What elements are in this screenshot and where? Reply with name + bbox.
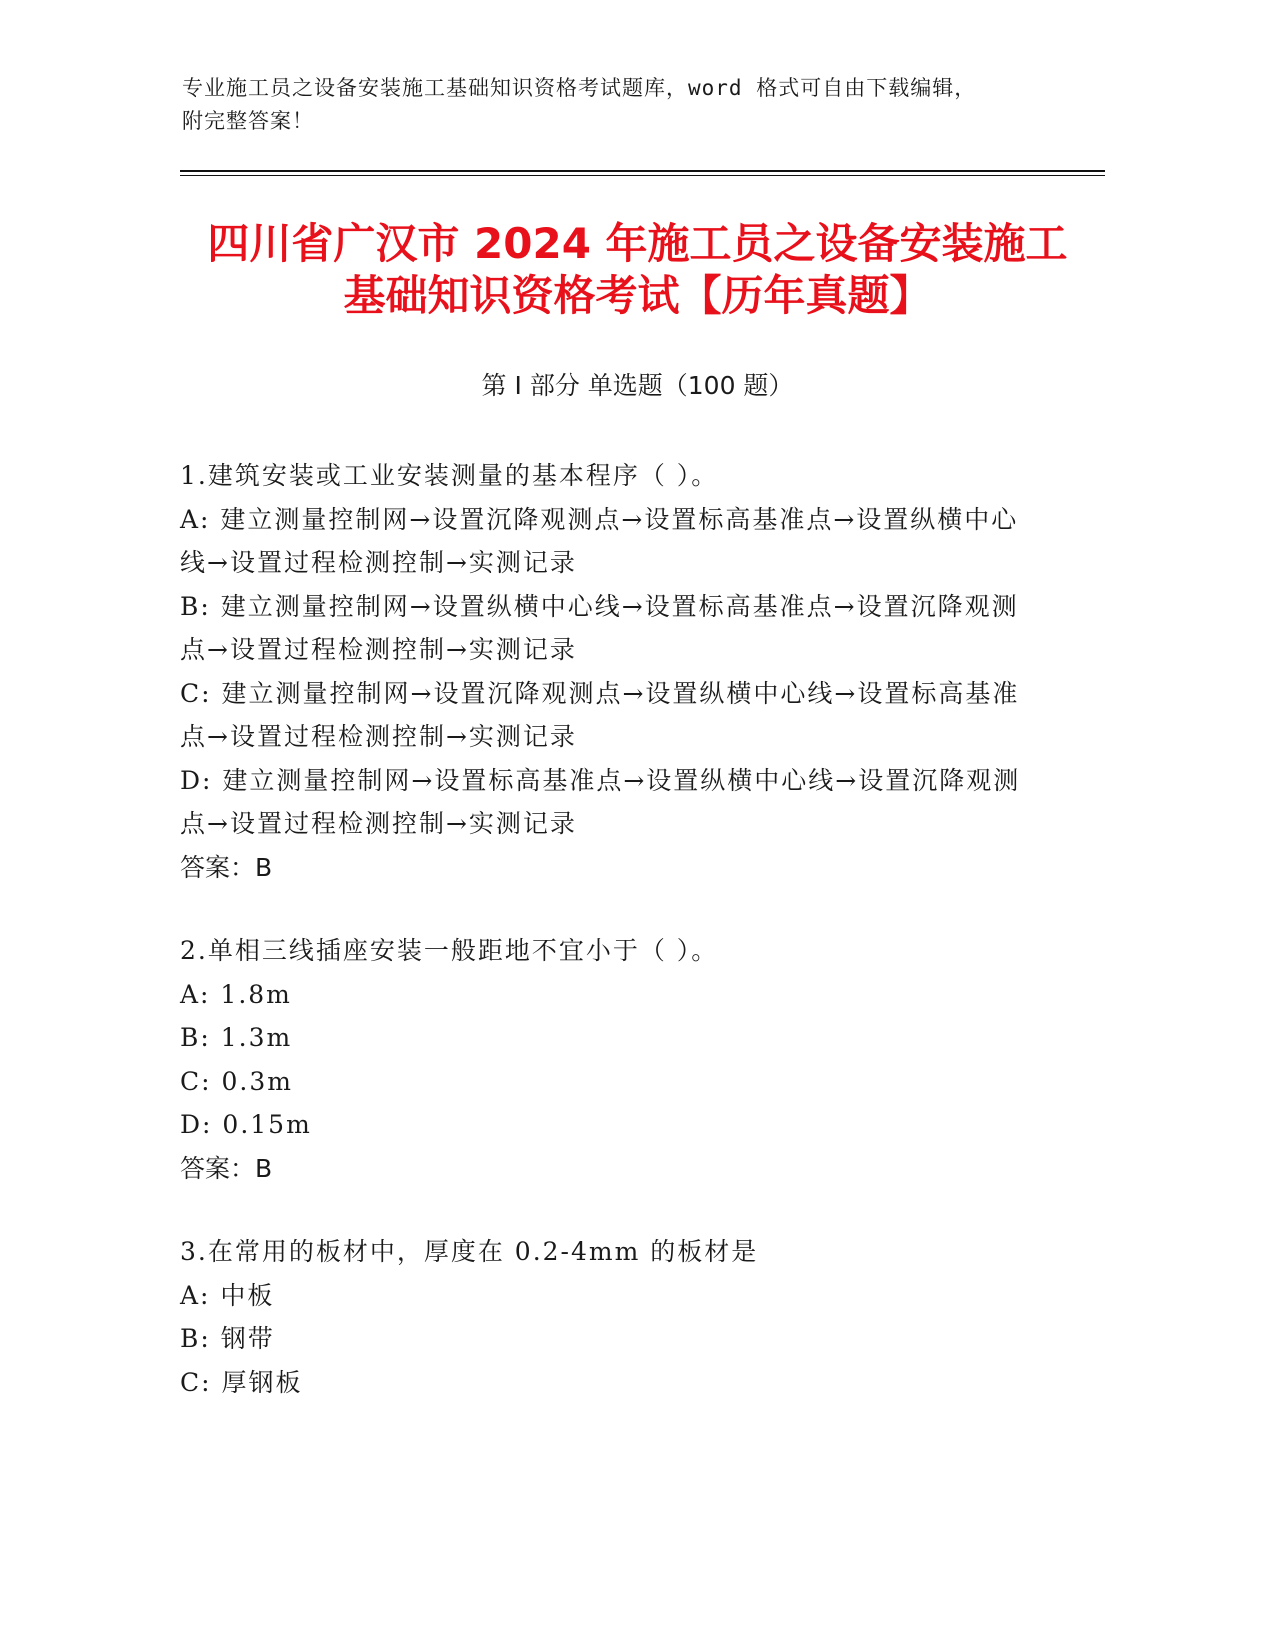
section-title: 第 I 部分 单选题（100 题）: [481, 371, 794, 400]
document-title-line-1: 四川省广汉市 2024 年施工员之设备安装施工: [207, 219, 1068, 268]
question-1: [180, 454, 1030, 889]
option-d: D: 0.15m: [180, 1110, 312, 1139]
option-c: C: 0.3m: [180, 1066, 293, 1096]
option-a: A: 中板: [180, 1280, 275, 1310]
document-title: [150, 218, 1125, 322]
question-stem: 2.单相三线插座安装一般距地不宜小于（ ）。: [180, 936, 719, 965]
question-stem: 1.建筑安装或工业安装测量的基本程序（ ）。: [180, 461, 719, 490]
option-a: A: 1.8m: [180, 979, 292, 1009]
header-note: [182, 72, 1062, 138]
option-b: B: 建立测量控制网→设置纵横中心线→设置标高基准点→设置沉降观测点→设置过程检测控制→实测记录: [180, 591, 1019, 664]
header-note-line-2: 附完整答案！: [182, 109, 314, 133]
option-c: C: 建立测量控制网→设置沉降观测点→设置纵横中心线→设置标高基准点→设置过程检测控制→实测记录: [180, 678, 1020, 751]
question-list: [180, 454, 1030, 1444]
header-rule-thick: [180, 170, 1105, 172]
document-title-line-2: 基础知识资格考试【历年真题】: [343, 271, 932, 320]
option-a: A: 建立测量控制网→设置沉降观测点→设置标高基准点→设置纵横中心线→设置过程检测控制→实测记录: [180, 504, 1019, 577]
answer: 答案：B: [180, 852, 273, 882]
header-rule-thin: [180, 175, 1105, 176]
option-b: B: 1.3m: [180, 1023, 293, 1052]
option-c: C: 厚钢板: [180, 1367, 303, 1397]
option-b: B: 钢带: [180, 1324, 275, 1353]
question-stem: 3.在常用的板材中，厚度在 0.2-4mm 的板材是: [180, 1237, 759, 1266]
header-note-line-1: 专业施工员之设备安装施工基础知识资格考试题库，word 格式可自由下载编辑，: [182, 76, 977, 100]
option-d: D: 建立测量控制网→设置标高基准点→设置纵横中心线→设置沉降观测点→设置过程检测控制→实测记录: [180, 765, 1021, 838]
answer: 答案：B: [180, 1153, 273, 1183]
question-3: [180, 1230, 1030, 1404]
question-2: [180, 929, 1030, 1190]
